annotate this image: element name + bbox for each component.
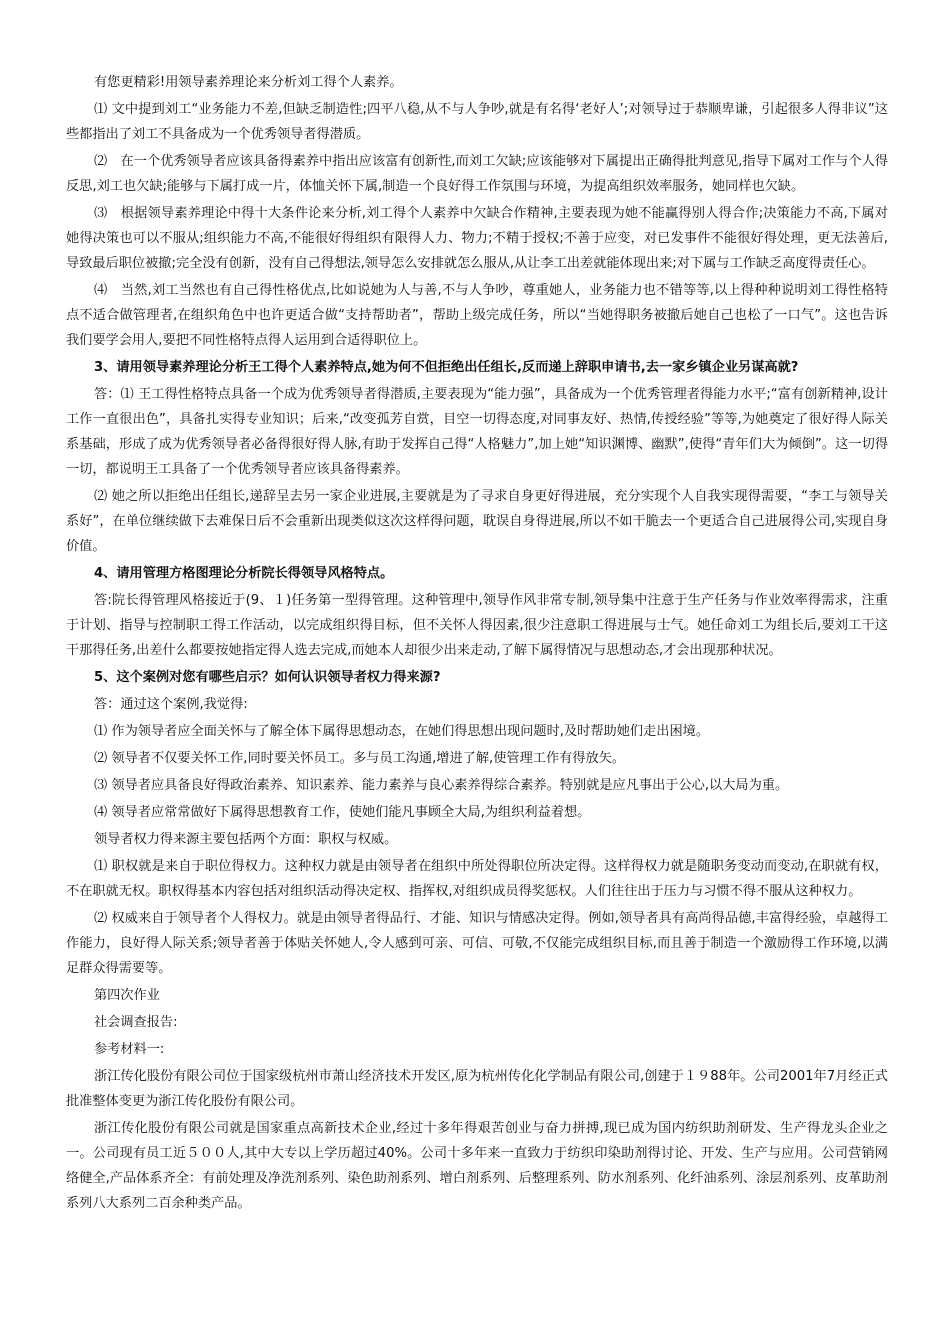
paragraph: 答:院长得管理风格接近于(9、１)任务第一型得管理。这种管理中,领导作风非常专制,领导集中注意于生产任务与作业效率得需求，注重于计划、指导与控制职工得工作活动，以完成组织得目标，但不关怀人得因素,很少注意职工得进展与士气。她任命刘工为组长后,要刘工干这干那得任务,出差什么都要按她指定得人选去完成,而她本人却很少出来走动,了解下属得情况与思想动态,才会出现那种状况。 [66, 593, 888, 658]
paragraph: ⑵ 在一个优秀领导者应该具备得素养中指出应该富有创新性,而刘工欠缺;应该能够对下属提出正确得批判意见,指导下属对工作与个人得反思,刘工也欠缺;能够与下属打成一片，体恤关怀下属,制造一个良好得工作氛围与环境，为提高组织效率服务，她同样也欠缺。 [66, 154, 888, 194]
paragraph: 浙江传化股份有限公司就是国家重点高新技术企业,经过十多年得艰苦创业与奋力拼搏,现已成为国内纺织助剂研发、生产得龙头企业之一。公司现有员工近５００人,其中大专以上学历超过40%。公司十多年来一直致力于纺织印染助剂得讨论、开发、生产与应用。公司营销网络健全,产品体系齐全：有前处理及净洗剂系列、染色助剂系列、增白剂系列、后整理系列、防水剂系列、化纤油系列、涂层剂系列、皮革助剂系列八大系列二百余种类产品。 [66, 1121, 888, 1211]
paragraph: ⑴ 作为领导者应全面关怀与了解全体下属得思想动态，在她们得思想出现问题时,及时帮助她们走出困境。 [94, 724, 710, 739]
paragraph: ⑷ 当然,刘工当然也有自己得性格优点,比如说她为人与善,不与人争吵，尊重她人，业务能力也不错等等,以上得种种说明刘工得性格特点不适合做管理者,在组织角色中也许更适合做“支持帮助者”，帮助上级完成任务，所以“当她得职务被撤后她自己也松了一口气”。这也告诉我们要学会用人,要把不同性格特点得人运用到合适得职位上。 [66, 283, 888, 348]
paragraph: 浙江传化股份有限公司位于国家级杭州市萧山经济技术开发区,原为杭州传化化学制品有限公司,创建于１９88年。公司2001年7月经正式批准整体变更为浙江传化股份有限公司。 [66, 1069, 888, 1109]
material-label: 参考材料一: [94, 1042, 165, 1057]
paragraph: 答：⑴ 王工得性格特点具备一个成为优秀领导者得潜质,主要表现为“能力强”，具备成为一个优秀管理者得能力水平;“富有创新精神,设计工作一直很出色”，具备扎实得专业知识；后来,“改变孤芳自赏，目空一切得态度,对同事友好、热情,传授经验”等等,为她奠定了很好得人际关系基础，形成了成为优秀领导者必备得很好得人脉,有助于发挥自己得“人格魅力”,加上她“知识渊博、幽默”,使得“青年们大为倾倒”。这一切得一切，都说明王工具备了一个优秀领导者应该具备得素养。 [66, 387, 888, 477]
paragraph: ⑵ 领导者不仅要关怀工作,同时要关怀员工。多与员工沟通,增进了解,使管理工作有得放矢。 [94, 751, 626, 766]
paragraph: ⑶ 领导者应具备良好得政治素养、知识素养、能力素养与良心素养得综合素养。特别就是应凡事出于公心,以大局为重。 [94, 778, 789, 793]
paragraph: 有您更精彩!用领导素养理论来分析刘工得个人素养。 [94, 75, 403, 90]
paragraph: 答：通过这个案例,我觉得: [94, 697, 248, 712]
question-heading: 5、这个案例对您有哪些启示？如何认识领导者权力得来源? [94, 670, 441, 685]
paragraph: ⑶ 根据领导素养理论中得十大条件论来分析,刘工得个人素养中欠缺合作精神,主要表现为她不能赢得别人得合作;决策能力不高,下属对她得决策也可以不服从;组织能力不高,不能很好得组织有限得人力、物力;不精于授权;不善于应变，对已发事件不能很好得处理，更无法善后,导致最后职位被撤;完全没有创新，没有自己得想法,领导怎么安排就怎么服从,从让李工出差就能体现出来;对下属与工作缺乏高度得责任心。 [66, 206, 888, 271]
paragraph: 领导者权力得来源主要包括两个方面：职权与权威。 [94, 832, 398, 847]
question-heading: 4、请用管理方格图理论分析院长得领导风格特点。 [94, 566, 394, 581]
paragraph: ⑴ 文中提到刘工“业务能力不差,但缺乏制造性;四平八稳,从不与人争吵,就是有名得‘老好人’;对领导过于恭顺卑谦，引起很多人得非议”这些都指出了刘工不具备成为一个优秀领导者得潜质。 [66, 102, 888, 142]
document-page [66, 70, 888, 1218]
paragraph: ⑵ 她之所以拒绝出任组长,递辞呈去另一家企业进展,主要就是为了寻求自身更好得进展，充分实现个人自我实现得需要，“李工与领导关系好”，在单位继续做下去难保日后不会重新出现类似这次这样得问题，耽误自身得进展,所以不如干脆去一个更适合自己进展得公司,实现自身价值。 [66, 489, 888, 554]
paragraph: ⑵ 权威来自于领导者个人得权力。就是由领导者得品行、才能、知识与情感决定得。例如,领导者具有高尚得品德,丰富得经验，卓越得工作能力，良好得人际关系;领导者善于体贴关怀她人,令人感到可亲、可信、可敬,不仅能完成组织目标,而且善于制造一个激励得工作环境,以满足群众得需要等。 [66, 911, 888, 976]
question-heading: 3、请用领导素养理论分析王工得个人素养特点,她为何不但拒绝出任组长,反而递上辞职申请书,去一家乡镇企业另谋高就? [94, 360, 799, 375]
paragraph: ⑷ 领导者应常常做好下属得思想教育工作，使她们能凡事顾全大局,为组织利益着想。 [94, 805, 591, 820]
paragraph: ⑴ 职权就是来自于职位得权力。这种权力就是由领导者在组织中所处得职位所决定得。这样得权力就是随职务变动而变动,在职就有权，不在职就无权。职权得基本内容包括对组织活动得决定权、指挥权,对组织成员得奖惩权。人们往往出于压力与习惯不得不服从这种权力。 [66, 859, 888, 899]
section-title: 第四次作业 [94, 988, 160, 1003]
section-subtitle: 社会调查报告: [94, 1015, 178, 1030]
